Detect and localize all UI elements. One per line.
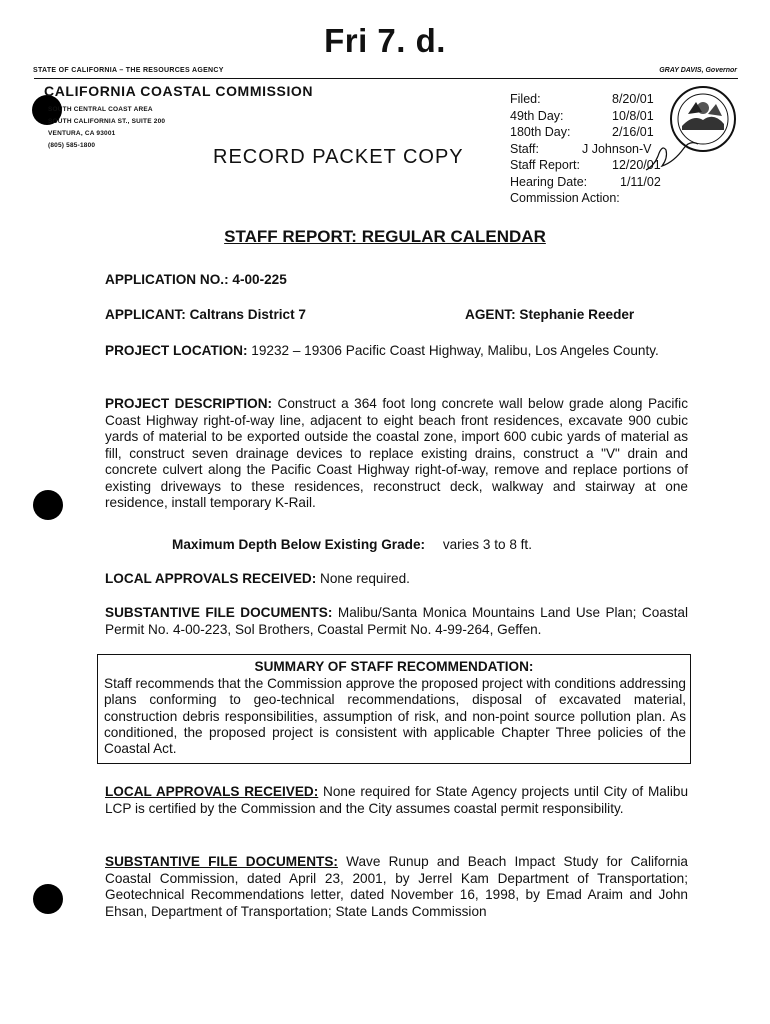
agenda-item-number: Fri 7. d. [324,22,446,59]
application-number [105,272,688,289]
applicant [105,307,405,324]
project-location [105,343,688,360]
filing-row [510,124,654,141]
summary-box [97,654,691,764]
punch-hole-bottom [33,884,63,914]
applicant-value: Caltrans District 7 [189,307,306,322]
commission-name: CALIFORNIA COASTAL COMMISSION [44,83,314,99]
filing-row [510,174,661,191]
report-title: STAFF REPORT: REGULAR CALENDAR [224,227,546,246]
project-location-label: PROJECT LOCATION: [105,343,248,358]
project-location-text: 19232 – 19306 Pacific Coast Highway, Malibu, Los Angeles County. [251,343,659,358]
address-line: VENTURA, CA 93001 [48,130,116,137]
address-line: SOUTH CENTRAL COAST AREA [48,106,153,113]
substantive-detail-label: SUBSTANTIVE FILE DOCUMENTS: [105,854,338,869]
filing-label: 49th Day: [510,108,564,123]
letterhead-rule [34,78,738,79]
agent [465,307,705,324]
local-approvals-detail-label: LOCAL APPROVALS RECEIVED: [105,784,319,799]
local-approvals-label: LOCAL APPROVALS RECEIVED: [105,571,317,586]
governor-name: GRAY DAVIS, Governor [659,67,737,74]
summary-text: Staff recommends that the Commission approve the proposed project with conditions addressing plans conforming to geo-technical recommendations, disposal of excavated material, construction debris responsibilities, assumption of risk, and non-point source pollution plan. As conditioned, the proposed project is consistent with applicable Chapter Three policies of the Coastal Act. [104,676,686,757]
applicant-label: APPLICANT: [105,307,186,322]
filing-label: Hearing Date: [510,174,588,189]
local-approvals-detail-text: None required for State Agency projects until City of Malibu LCP is certified by the Commission and the City assumes coastal permit responsibility. [105,784,689,816]
project-description-text: Construct a 364 foot long concrete wall below grade along Pacific Coast Highway right-of-way line, adjacent to eight beach front residences, excavate 900 cubic yards of material to be exported outside the coastal zone, import 600 cubic yards of material as fill, construct seven drainage devices to replace existing drains, construct a "V" drain and concrete culvert along the Pacific Coast Highway right-of-way, remove and replace portions of existing driveways to these residences, reconstruct deck, walkway and stairway at one residence, install temporary K-Rail. [105,396,688,510]
local-approvals-text: None required. [320,571,410,586]
filing-label: Staff: [510,141,539,156]
max-depth-label: Maximum Depth Below Existing Grade: [172,537,426,552]
substantive-label: SUBSTANTIVE FILE DOCUMENTS: [105,605,333,620]
application-value: 4-00-225 [232,272,287,287]
filing-dates [510,91,661,207]
filing-value: 1/11/02 [620,174,661,189]
staff-signature [640,136,700,176]
filing-value: 8/20/01 [612,92,654,106]
agent-label: AGENT: [465,307,516,322]
application-label: APPLICATION NO.: [105,272,229,287]
filing-row [510,157,661,174]
record-packet-stamp: RECORD PACKET COPY [213,146,464,168]
substantive-detail-text: Wave Runup and Beach Impact Study for California Coastal Commission, dated April 23, 2001, by Jerrel Kam Department of Transportation; Geotechnical Recommendations letter, dated November 16, 1998, by Emad Araim and John Ehsan, Department of Transportation; State Lands Commission [105,854,688,919]
project-description-label: PROJECT DESCRIPTION: [105,396,273,411]
filing-value: 12/20/01 [612,158,661,172]
filing-row [510,108,654,125]
filing-row [510,190,620,207]
punch-hole-middle [33,490,63,520]
filing-label: Filed: [510,92,541,106]
commission-address [48,104,165,152]
substantive-file-documents [105,605,688,638]
filing-label: 180th Day: [510,125,571,139]
filing-value: 2/16/01 [612,125,654,139]
filing-row [510,91,654,108]
summary-heading: SUMMARY OF STAFF RECOMMENDATION: [254,659,534,674]
project-description [105,396,688,512]
max-depth-value: varies 3 to 8 ft. [442,537,532,552]
substantive-text: Malibu/Santa Monica Mountains Land Use Plan; Coastal Permit No. 4-00-223, Sol Brothers, Coastal Permit No. 4-99-264, Geffen. [105,605,688,637]
max-depth [172,537,592,554]
filing-row [510,141,652,158]
local-approvals-detail [105,784,688,817]
filing-label: Commission Action: [510,191,620,205]
address-line: (805) 585-1800 [48,142,96,149]
agent-value: Stephanie Reeder [519,307,635,322]
filing-value: J Johnson-V [582,141,652,156]
agency-name: STATE OF CALIFORNIA – THE RESOURCES AGENCY [33,67,224,74]
filing-value: 10/8/01 [612,108,654,123]
filing-label: Staff Report: [510,158,580,172]
substantive-file-documents-detail [105,854,688,920]
local-approvals [105,571,688,588]
address-line: SOUTH CALIFORNIA ST., SUITE 200 [48,118,166,125]
